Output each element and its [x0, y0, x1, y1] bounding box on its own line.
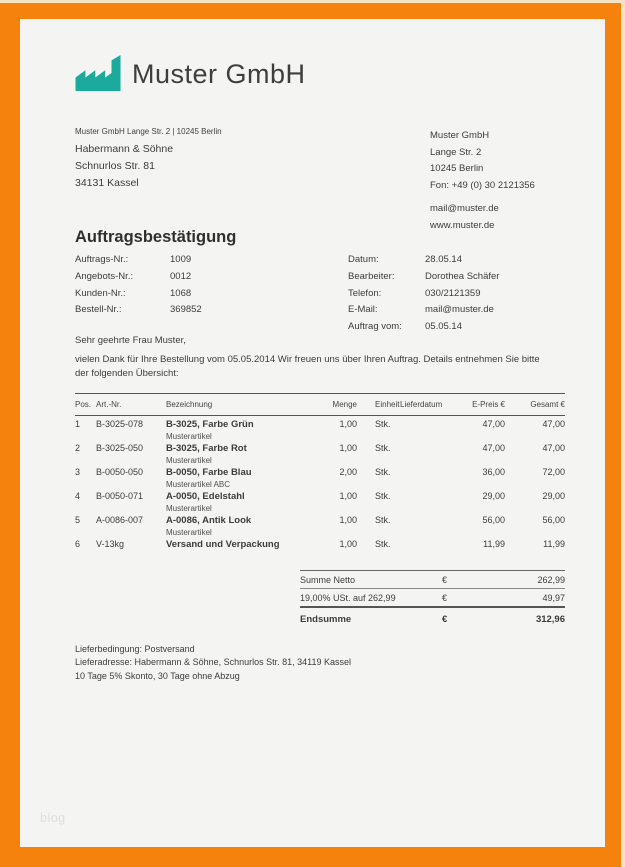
item-art-nr: V-13kg: [96, 539, 125, 549]
table-row: [75, 536, 565, 560]
recipient-address: [75, 141, 173, 192]
meta-value: mail@muster.de: [425, 304, 494, 316]
totals-label: Summe Netto: [300, 574, 356, 585]
items-table-body: [75, 416, 565, 560]
item-art-nr: B-0050-050: [96, 467, 144, 477]
header-pos: Pos.: [75, 400, 92, 409]
item-gesamt: 47,00: [542, 419, 565, 429]
item-pos: 2: [75, 443, 81, 453]
item-pos: 6: [75, 539, 81, 549]
header-e-preis: E-Preis €: [472, 400, 505, 409]
endsumme-value: 312,96: [535, 613, 565, 625]
totals-currency: €: [442, 592, 448, 603]
text-line: Fon: +49 (0) 30 2121356: [430, 179, 535, 191]
meta-value: 1009: [170, 254, 192, 265]
item-subtitle: Musterartikel ABC: [166, 480, 231, 489]
items-table: [75, 393, 565, 560]
item-art-nr: B-3025-050: [96, 443, 144, 453]
meta-value: 030/2121359: [425, 287, 481, 299]
table-row: [75, 464, 565, 488]
item-e-preis: 29,00: [482, 491, 505, 501]
item-e-preis: 47,00: [482, 419, 505, 429]
table-row: [75, 440, 565, 464]
item-lieferdatum: [400, 443, 445, 465]
watermark-text: blog: [40, 811, 66, 825]
item-einheit: Stk.: [375, 443, 391, 453]
item-lieferdatum: [400, 467, 445, 489]
item-name-cell: [166, 491, 282, 513]
logo: [75, 55, 306, 91]
meta-row: [75, 302, 305, 319]
text-line: Lange Str. 2: [430, 146, 482, 158]
meta-label: Bearbeiter:: [348, 270, 395, 282]
item-pos: 5: [75, 515, 81, 525]
meta-label: Kunden-Nr.:: [75, 287, 126, 299]
item-name-cell: [166, 443, 282, 465]
item-lieferdatum: [400, 539, 445, 560]
item-e-preis: 36,00: [482, 467, 505, 477]
item-menge: 1,00: [339, 491, 357, 501]
item-title: B-3025, Farbe Grün: [166, 419, 254, 430]
item-menge: 1,00: [339, 539, 357, 549]
header-lieferdatum: Lieferdatum: [400, 400, 443, 409]
company-contact-lines: [430, 201, 565, 234]
text-line: 34131 Kassel: [75, 177, 139, 189]
totals-box: [300, 570, 565, 630]
page-content: [75, 19, 565, 847]
totals-row: [300, 589, 565, 608]
item-menge: 1,00: [339, 419, 357, 429]
terms-block: [75, 643, 351, 683]
item-name-cell: [166, 539, 282, 560]
item-title: B-0050, Farbe Blau: [166, 467, 252, 478]
meta-label: Telefon:: [348, 287, 382, 299]
item-menge: 1,00: [339, 515, 357, 525]
meta-value: 28.05.14: [425, 254, 462, 265]
item-gesamt: 56,00: [542, 515, 565, 525]
item-art-nr: B-3025-078: [96, 419, 144, 429]
order-meta-right: [348, 252, 565, 336]
item-einheit: Stk.: [375, 467, 391, 477]
document-page: [20, 19, 605, 847]
header-bezeichnung: Bezeichnung: [166, 400, 213, 409]
meta-value: 1068: [170, 287, 192, 299]
company-logo-text: Muster GmbH: [132, 59, 306, 89]
item-title: B-3025, Farbe Rot: [166, 443, 247, 454]
text-line: www.muster.de: [430, 219, 495, 231]
company-address-lines: [430, 128, 565, 194]
endsumme-label: Endsumme: [300, 613, 352, 625]
meta-value: 369852: [170, 304, 202, 316]
totals-currency: €: [442, 574, 448, 585]
meta-label: Auftrag vom:: [348, 321, 402, 333]
item-name-cell: [166, 467, 282, 489]
meta-label: Bestell-Nr.:: [75, 304, 122, 316]
company-address: [430, 128, 565, 234]
meta-row: [348, 319, 565, 336]
meta-label: E-Mail:: [348, 304, 378, 316]
totals-rows: [300, 570, 565, 608]
item-title: A-0050, Edelstahl: [166, 491, 245, 502]
item-title: A-0086, Antik Look: [166, 515, 252, 526]
page-title: Auftragsbestätigung: [75, 228, 237, 246]
meta-row: [348, 286, 565, 303]
header-gesamt: Gesamt €: [530, 400, 565, 409]
item-title: Versand und Verpackung: [166, 539, 280, 550]
meta-row: [348, 269, 565, 286]
text-line: Lieferbedingung: Postversand: [75, 644, 195, 654]
item-lieferdatum: [400, 515, 445, 537]
table-row: [75, 512, 565, 536]
sender-line: Muster GmbH Lange Str. 2 | 10245 Berlin: [75, 127, 222, 136]
order-meta-left: [75, 252, 305, 319]
item-pos: 4: [75, 491, 81, 501]
meta-row: [75, 269, 305, 286]
item-lieferdatum: [400, 419, 445, 441]
meta-row: [75, 252, 305, 269]
item-gesamt: 11,99: [543, 539, 565, 549]
endsumme-currency: €: [442, 613, 448, 625]
item-subtitle: Musterartikel: [166, 528, 212, 537]
meta-row: [348, 252, 565, 269]
meta-value: 05.05.14: [425, 321, 462, 333]
header-art-nr: Art.-Nr.: [96, 400, 122, 409]
item-einheit: Stk.: [375, 419, 391, 429]
table-row: [75, 488, 565, 512]
item-art-nr: A-0086-007: [96, 515, 144, 525]
item-subtitle: Musterartikel: [166, 456, 212, 465]
item-subtitle: Musterartikel: [166, 432, 212, 441]
item-einheit: Stk.: [375, 491, 391, 501]
text-line: 10245 Berlin: [430, 163, 484, 174]
salutation: Sehr geehrte Frau Muster,: [75, 335, 186, 346]
item-einheit: Stk.: [375, 515, 391, 525]
meta-value: 0012: [170, 270, 192, 282]
item-gesamt: 47,00: [542, 443, 565, 453]
meta-label: Auftrags-Nr.:: [75, 254, 129, 265]
totals-value: 262,99: [537, 574, 565, 585]
item-menge: 1,00: [339, 443, 357, 453]
totals-label: 19,00% USt. auf 262,99: [300, 592, 396, 603]
meta-row: [348, 302, 565, 319]
text-line: Muster GmbH: [430, 130, 490, 141]
items-table-header: [75, 393, 565, 416]
item-e-preis: 47,00: [482, 443, 505, 453]
totals-final-row: [300, 608, 565, 630]
item-e-preis: 56,00: [482, 515, 505, 525]
intro-text: vielen Dank für Ihre Bestellung vom 05.05.2014 Wir freuen uns über Ihren Auftrag. Details entnehmen Sie bitte der folgenden Übersicht:: [75, 354, 540, 379]
header-einheit: Einheit: [375, 400, 400, 409]
item-menge: 2,00: [339, 467, 357, 477]
item-pos: 3: [75, 467, 81, 477]
totals-row: [300, 570, 565, 589]
text-line: Habermann & Söhne: [75, 143, 174, 155]
item-pos: 1: [75, 419, 81, 429]
item-name-cell: [166, 419, 282, 441]
item-einheit: Stk.: [375, 539, 391, 549]
totals-value: 49,97: [542, 592, 565, 603]
text-line: 10 Tage 5% Skonto, 30 Tage ohne Abzug: [75, 671, 240, 681]
text-line: mail@muster.de: [430, 203, 499, 214]
item-gesamt: 29,00: [542, 491, 565, 501]
text-line: Schnurlos Str. 81: [75, 160, 155, 172]
table-row: [75, 416, 565, 440]
item-lieferdatum: [400, 491, 445, 513]
factory-icon: [75, 55, 121, 91]
item-gesamt: 72,00: [542, 467, 565, 477]
meta-label: Datum:: [348, 254, 379, 265]
item-name-cell: [166, 515, 282, 537]
meta-value: Dorothea Schäfer: [425, 270, 500, 282]
header-menge: Menge: [332, 400, 357, 409]
text-line: Lieferadresse: Habermann & Söhne, Schnurlos Str. 81, 34119 Kassel: [75, 656, 351, 667]
item-e-preis: 11,99: [483, 539, 505, 549]
meta-label: Angebots-Nr.:: [75, 270, 134, 282]
meta-row: [75, 286, 305, 303]
item-art-nr: B-0050-071: [96, 491, 144, 501]
item-subtitle: Musterartikel: [166, 504, 212, 513]
